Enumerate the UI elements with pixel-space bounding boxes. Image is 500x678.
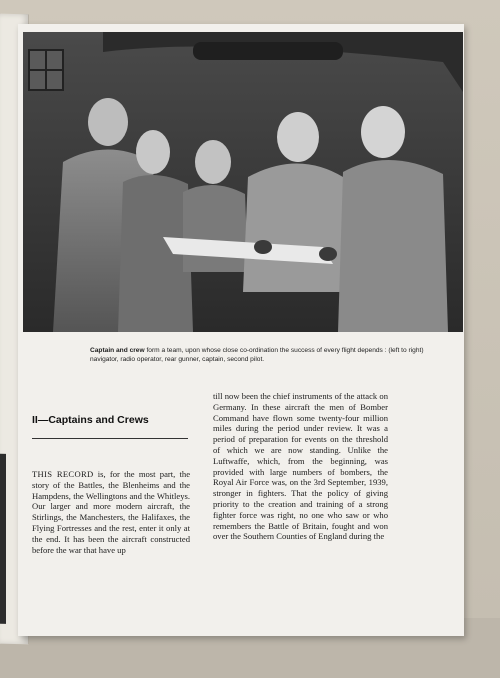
text-column-left — [32, 469, 190, 555]
section-divider — [32, 438, 188, 439]
photo-caption — [90, 346, 450, 364]
dark-spine-strip — [0, 454, 6, 624]
text-column-right: till now been the chief instruments of the attack on Germany. In these aircraft the men of Bomber Command have flown some twenty-four million miles during the period under review. It was a period of preparation for events on the threshold of which we are now standing. Unlike the Luftwaffe, which, from the beginning, was provided with large numbers of bombers, the Royal Air Force was, on the 3rd September, 1939, stronger in fighters. That the policy of giving priority to the creation and training of a strong fighter force was right, no one who saw or who remembers the Battle of Britain, fought and won over the Southern Counties of England during the — [213, 391, 388, 542]
caption-text: form a team, upon whose close co-ordination the success of every flight depends : (left to right) navigator, radio operator, rear gunner, captain, second pilot. — [90, 347, 424, 363]
paragraph-lead: THIS RECORD — [32, 469, 94, 479]
section-heading: II—Captains and Crews — [32, 414, 149, 426]
left-column-text: is, for the most part, the story of the Battles, the Blenheims and the Hampdens, the Wellingtons and the Whitleys. Our larger and more modern aircraft, the Stirlings, the Manchesters, the Halifaxes, the Flying Fortresses and the rest, enter it only at the end. It has been the aircraft constructed before the war that have up — [32, 469, 191, 555]
book-page — [18, 24, 464, 636]
crew-photograph — [23, 32, 463, 332]
photo-illustration — [23, 32, 463, 332]
caption-lead: Captain and crew — [90, 347, 145, 354]
